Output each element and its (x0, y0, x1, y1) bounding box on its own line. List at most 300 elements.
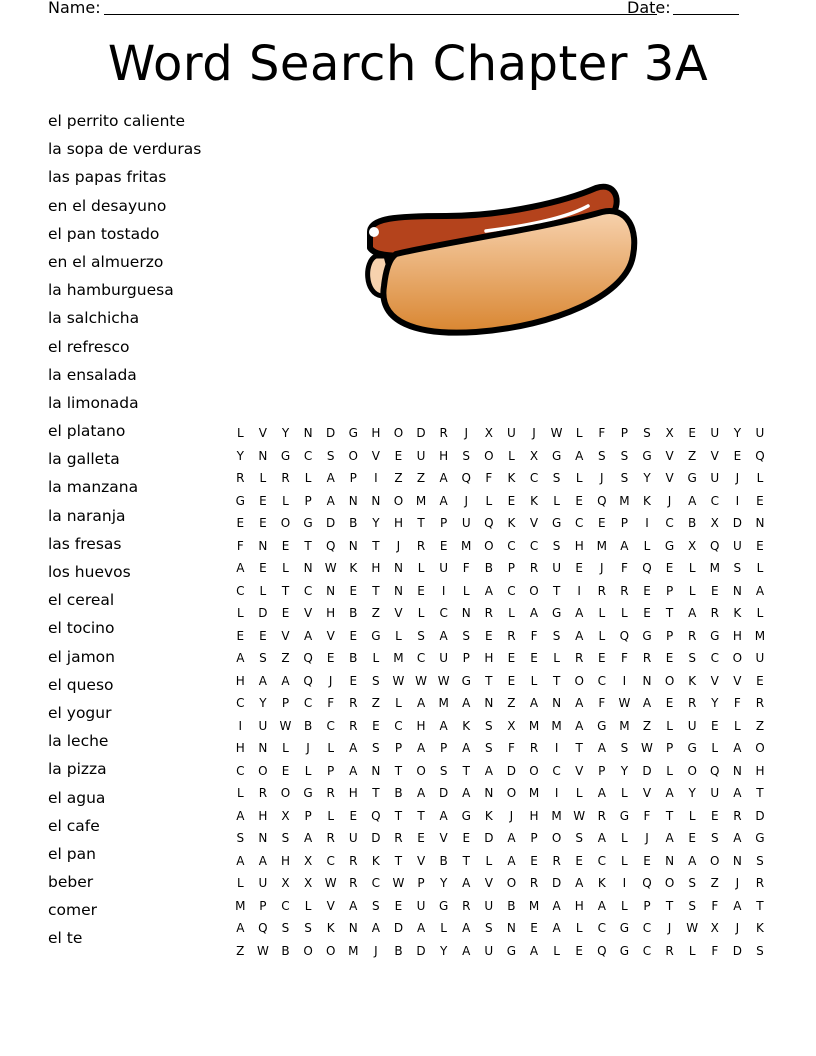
grid-cell: I (238, 718, 243, 733)
grid-cell: V (281, 628, 290, 643)
grid-cell: K (507, 471, 516, 486)
grid-cell: E (349, 583, 358, 598)
word-list-item: la hamburguesa (48, 281, 174, 300)
grid-cell: E (643, 853, 651, 868)
grid-cell: Q (303, 673, 313, 688)
grid-cell: W (324, 561, 337, 576)
grid-cell: A (552, 921, 561, 936)
grid-cell: R (688, 696, 697, 711)
grid-cell: Z (394, 471, 403, 486)
grid-cell: E (575, 943, 583, 958)
grid-cell: W (256, 943, 269, 958)
grid-cell: M (348, 943, 359, 958)
grid-cell: A (733, 786, 742, 801)
grid-cell: K (484, 808, 493, 823)
grid-cell: G (619, 808, 630, 823)
grid-cell: R (394, 831, 403, 846)
grid-cell: X (281, 876, 290, 891)
grid-cell: S (688, 876, 696, 891)
word-list-item: el platano (48, 422, 126, 441)
grid-cell: L (688, 808, 696, 823)
grid-cell: S (462, 628, 471, 643)
grid-cell: R (529, 876, 539, 891)
grid-cell: A (462, 696, 471, 711)
grid-cell: S (417, 628, 425, 643)
grid-cell: A (575, 606, 584, 621)
grid-cell: A (597, 898, 606, 913)
grid-cell: E (417, 583, 425, 598)
word-list-item: la naranja (48, 506, 126, 525)
grid-cell: E (733, 448, 742, 463)
grid-cell: D (416, 426, 426, 441)
grid-cell: U (484, 943, 494, 958)
grid-cell: V (575, 763, 584, 778)
grid-cell: T (462, 853, 470, 868)
grid-cell: S (462, 448, 471, 463)
grid-cell: A (349, 741, 358, 756)
grid-cell: V (529, 516, 539, 531)
grid-cell: D (732, 516, 742, 531)
grid-row (229, 850, 771, 873)
grid-cell: A (439, 628, 448, 643)
grid-cell: P (440, 516, 448, 531)
grid-cell: N (642, 673, 652, 688)
word-list-item: la ensalada (48, 365, 137, 384)
grid-cell: P (259, 898, 267, 913)
grid-cell: A (552, 898, 561, 913)
grid-cell: A (236, 853, 245, 868)
grid-cell: D (755, 808, 765, 823)
grid-cell: T (665, 808, 674, 823)
grid-cell: O (529, 583, 539, 598)
word-list-item: en el desayuno (48, 196, 167, 215)
grid-cell: U (258, 876, 268, 891)
grid-cell: U (755, 651, 765, 666)
grid-cell: O (574, 673, 584, 688)
grid-cell: G (619, 943, 630, 958)
word-list-item: beber (48, 873, 94, 892)
grid-cell: E (372, 718, 380, 733)
grid-cell: Y (620, 763, 629, 778)
grid-cell: M (596, 538, 607, 553)
grid-cell: D (506, 763, 517, 778)
grid-cell: L (621, 898, 628, 913)
grid-cell: R (326, 831, 335, 846)
grid-cell: A (258, 853, 267, 868)
grid-cell: U (552, 561, 561, 576)
grid-cell: K (507, 516, 516, 531)
grid-cell: E (575, 493, 583, 508)
grid-cell: I (735, 493, 740, 508)
grid-cell: N (326, 583, 336, 598)
grid-cell: P (530, 831, 538, 846)
grid-cell: E (530, 921, 538, 936)
grid-cell: Y (439, 876, 448, 891)
grid-cell: L (259, 471, 267, 486)
grid-cell: J (645, 831, 649, 846)
grid-cell: G (687, 471, 697, 486)
grid-cell: Y (372, 516, 380, 531)
grid-cell: E (575, 561, 583, 576)
grid-cell: V (326, 628, 335, 643)
grid-cell: K (530, 493, 538, 508)
grid-cell: L (598, 628, 606, 643)
grid-cell: J (464, 493, 468, 508)
grid-cell: A (597, 831, 606, 846)
grid-cell: L (282, 741, 289, 756)
grid-cell: P (440, 741, 448, 756)
grid-cell: G (619, 921, 630, 936)
grid-cell: A (597, 741, 606, 756)
grid-cell: A (236, 651, 245, 666)
header-line (48, 0, 788, 20)
grid-cell: G (348, 426, 358, 441)
grid-cell: G (438, 898, 449, 913)
grid-cell: S (710, 831, 719, 846)
grid-cell: P (327, 763, 335, 778)
grid-cell: E (530, 853, 538, 868)
grid-cell: S (597, 448, 606, 463)
grid-cell: J (532, 426, 536, 441)
grid-cell: S (688, 651, 696, 666)
grid-cell: C (236, 583, 245, 598)
grid-cell: C (597, 853, 606, 868)
grid-cell: S (552, 628, 561, 643)
word-list (48, 110, 201, 956)
grid-cell: O (687, 763, 697, 778)
grid-cell: A (688, 493, 697, 508)
grid-cell: A (733, 898, 742, 913)
grid-cell: Y (281, 426, 290, 441)
grid-cell: N (732, 853, 742, 868)
grid-cell: E (439, 538, 448, 553)
grid-cell: E (665, 696, 674, 711)
word-list-item: las papas fritas (48, 168, 167, 187)
grid-cell: E (394, 448, 403, 463)
grid-cell: E (710, 583, 719, 598)
grid-cell: F (643, 808, 651, 823)
grid-cell: G (755, 831, 765, 846)
grid-row (229, 917, 771, 940)
word-list-item: el yogur (48, 703, 112, 722)
grid-cell: A (733, 741, 742, 756)
grid-cell: A (326, 493, 335, 508)
grid-cell: U (755, 426, 765, 441)
grid-cell: H (326, 606, 336, 621)
grid-cell: L (756, 471, 764, 486)
grid-cell: A (755, 583, 765, 598)
grid-cell: N (393, 583, 403, 598)
grid-cell: A (439, 718, 448, 733)
grid-cell: A (236, 561, 245, 576)
grid-cell: R (665, 943, 674, 958)
grid-cell: J (306, 741, 310, 756)
word-search-grid (229, 422, 771, 962)
grid-cell: C (710, 493, 719, 508)
grid-cell: A (529, 696, 539, 711)
grid-cell: A (484, 583, 493, 598)
grid-cell: L (508, 606, 515, 621)
name-blank-line (104, 14, 657, 15)
grid-cell: P (462, 651, 470, 666)
grid-cell: V (710, 673, 719, 688)
grid-cell: U (439, 651, 449, 666)
grid-cell: C (326, 853, 335, 868)
word-list-item: la pizza (48, 760, 107, 779)
grid-cell: Y (643, 471, 651, 486)
grid-cell: E (756, 673, 764, 688)
grid-cell: P (665, 583, 674, 598)
grid-cell: G (664, 538, 675, 553)
grid-cell: A (258, 673, 267, 688)
grid-cell: K (756, 921, 764, 936)
grid-cell: S (372, 741, 380, 756)
grid-cell: C (552, 763, 561, 778)
grid-cell: N (258, 741, 268, 756)
grid-cell: E (394, 898, 403, 913)
grid-row (229, 782, 771, 805)
grid-cell: A (529, 943, 539, 958)
grid-cell: L (236, 606, 244, 621)
grid-cell: Q (710, 538, 720, 553)
word-list-item: las fresas (48, 534, 122, 553)
grid-cell: Q (642, 876, 652, 891)
grid-cell: L (417, 606, 425, 621)
grid-cell: R (236, 471, 245, 486)
grid-row (229, 940, 771, 963)
grid-cell: E (485, 628, 493, 643)
grid-cell: W (279, 718, 292, 733)
grid-cell: S (552, 471, 561, 486)
grid-cell: Q (325, 538, 336, 553)
grid-cell: G (642, 448, 652, 463)
grid-cell: E (507, 651, 516, 666)
grid-cell: A (688, 606, 697, 621)
grid-cell: I (577, 583, 581, 598)
grid-cell: U (258, 718, 268, 733)
grid-cell: L (508, 448, 515, 463)
grid-cell: H (371, 426, 381, 441)
word-list-item: la manzana (48, 478, 139, 497)
grid-cell: H (732, 628, 742, 643)
grid-cell: W (686, 921, 699, 936)
grid-row (229, 737, 771, 760)
grid-cell: L (756, 561, 764, 576)
grid-cell: G (371, 628, 381, 643)
grid-cell: U (687, 718, 697, 733)
grid-cell: W (392, 673, 405, 688)
grid-cell: A (416, 786, 426, 801)
word-list-item: la leche (48, 732, 109, 751)
grid-cell: F (327, 696, 335, 711)
grid-cell: K (462, 718, 471, 733)
grid-cell: N (461, 606, 471, 621)
grid-row (229, 805, 771, 828)
grid-cell: V (439, 831, 448, 846)
grid-cell: F (598, 696, 606, 711)
grid-cell: O (755, 741, 765, 756)
word-list-item: el cafe (48, 816, 100, 835)
word-list-item: el pan tostado (48, 224, 160, 243)
grid-cell: S (643, 426, 651, 441)
grid-cell: D (439, 786, 449, 801)
grid-cell: T (462, 763, 470, 778)
grid-cell: V (258, 426, 267, 441)
grid-cell: F (462, 561, 470, 576)
grid-cell: O (303, 943, 313, 958)
grid-cell: A (575, 628, 584, 643)
grid-cell: O (325, 943, 336, 958)
grid-cell: K (597, 876, 606, 891)
grid-cell: L (666, 718, 673, 733)
word-list-item: el refresco (48, 337, 130, 356)
grid-cell: T (417, 808, 425, 823)
grid-cell: K (326, 921, 335, 936)
grid-cell: A (236, 921, 245, 936)
grid-cell: S (372, 898, 380, 913)
grid-cell: N (303, 561, 313, 576)
grid-cell: Q (371, 808, 381, 823)
grid-cell: X (529, 448, 539, 463)
grid-cell: L (711, 741, 719, 756)
grid-cell: J (509, 808, 514, 823)
grid-cell: C (236, 696, 245, 711)
grid-cell: E (756, 493, 764, 508)
grid-cell: L (304, 471, 312, 486)
word-list-item: el perrito caliente (48, 112, 186, 130)
grid-cell: N (732, 583, 742, 598)
grid-cell: W (618, 696, 631, 711)
grid-cell: M (551, 808, 562, 823)
grid-cell: G (280, 448, 291, 463)
grid-cell: S (236, 831, 245, 846)
grid-cell: O (551, 831, 562, 846)
grid-cell: U (507, 426, 516, 441)
grid-cell: Q (258, 921, 268, 936)
grid-cell: B (439, 853, 448, 868)
grid-cell: L (688, 583, 696, 598)
grid-cell: S (620, 448, 629, 463)
grid-cell: T (394, 808, 403, 823)
grid-cell: G (687, 741, 697, 756)
grid-cell: S (756, 853, 764, 868)
grid-cell: B (394, 943, 403, 958)
grid-cell: X (303, 853, 313, 868)
grid-row (229, 625, 771, 648)
grid-cell: F (530, 628, 538, 643)
grid-cell: F (507, 741, 515, 756)
grid-cell: J (667, 493, 672, 508)
grid-cell: O (280, 786, 291, 801)
grid-cell: A (665, 786, 674, 801)
grid-cell: U (439, 561, 449, 576)
grid-cell: S (372, 673, 380, 688)
grid-cell: E (281, 763, 290, 778)
grid-cell: U (461, 516, 471, 531)
grid-cell: R (507, 628, 516, 643)
grid-cell: L (734, 718, 741, 733)
grid-cell: L (621, 831, 628, 846)
grid-cell: L (621, 853, 628, 868)
grid-cell: N (348, 921, 358, 936)
grid-cell: A (349, 898, 358, 913)
grid-cell: C (303, 448, 313, 463)
grid-cell: E (236, 628, 245, 643)
grid-cell: C (597, 673, 606, 688)
grid-cell: V (665, 471, 674, 486)
grid-cell: Q (484, 516, 494, 531)
grid-cell: Y (711, 696, 719, 711)
grid-cell: E (349, 628, 358, 643)
grid-cell: G (642, 628, 652, 643)
grid-cell: I (622, 673, 627, 688)
grid-cell: W (641, 741, 653, 756)
page-title: Word Search Chapter 3A (107, 36, 709, 92)
grid-cell: R (620, 583, 629, 598)
grid-cell: N (348, 538, 358, 553)
grid-cell: C (303, 583, 313, 598)
grid-cell: T (281, 583, 290, 598)
grid-cell: X (281, 808, 290, 823)
grid-cell: R (349, 876, 358, 891)
grid-cell: A (575, 718, 584, 733)
grid-cell: Z (236, 943, 245, 958)
grid-cell: U (710, 471, 720, 486)
grid-cell: S (620, 741, 629, 756)
grid-cell: C (371, 876, 381, 891)
grid-cell: N (755, 516, 765, 531)
grid-cell: E (710, 718, 719, 733)
grid-cell: H (235, 673, 245, 688)
grid-row (229, 670, 771, 693)
grid-cell: A (416, 741, 426, 756)
grid-cell: U (732, 538, 742, 553)
grid-cell: N (258, 448, 268, 463)
grid-cell: D (326, 426, 336, 441)
grid-cell: P (349, 471, 357, 486)
grid-cell: N (665, 853, 675, 868)
grid-cell: A (575, 696, 584, 711)
grid-cell: R (349, 853, 358, 868)
word-list-item: el jamon (48, 647, 115, 666)
grid-cell: A (439, 493, 448, 508)
grid-cell: F (711, 898, 719, 913)
grid-cell: T (665, 606, 674, 621)
grid-cell: A (236, 808, 245, 823)
grid-cell: Y (236, 448, 244, 463)
grid-cell: J (600, 471, 604, 486)
grid-cell: L (236, 426, 244, 441)
grid-cell: L (462, 583, 470, 598)
grid-cell: T (756, 786, 764, 801)
grid-cell: M (528, 898, 540, 913)
grid-cell: T (304, 538, 312, 553)
word-list-item: comer (48, 901, 98, 920)
grid-cell: H (348, 786, 358, 801)
grid-cell: U (416, 448, 426, 463)
grid-cell: I (441, 583, 446, 598)
grid-cell: L (621, 786, 628, 801)
grid-cell: F (711, 943, 719, 958)
grid-cell: E (349, 673, 358, 688)
grid-cell: T (417, 516, 425, 531)
grid-cell: I (554, 741, 559, 756)
grid-cell: L (485, 853, 493, 868)
grid-cell: C (710, 651, 719, 666)
grid-cell: Z (507, 696, 516, 711)
grid-cell: A (642, 696, 652, 711)
grid-row (229, 692, 771, 715)
